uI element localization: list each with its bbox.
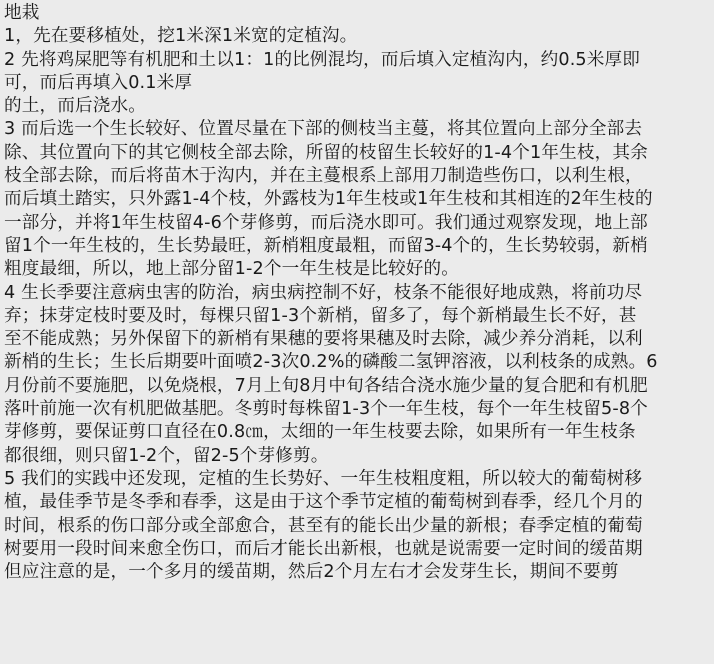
- text-line: 新梢的生长；生长后期要叶面喷2-3次0.2%的磷酸二氢钾溶液，以利枝条的成熟。6: [4, 352, 658, 373]
- text-line: 弃；抹芽定枝时要及时，每棵只留1-3个新梢，留多了，每个新梢最生长不好，甚: [4, 305, 637, 326]
- text-line: 芽修剪，要保证剪口直径在0.8㎝，太细的一年生枝要去除，如果所有一年生枝条: [4, 422, 636, 443]
- text-line: 粗度最细，所以，地上部分留1-2个一年生枝是比较好的。: [4, 259, 460, 280]
- text-line: 时间，根系的伤口部分或全部愈合，甚至有的能长出少量的新根；春季定植的葡萄: [4, 515, 643, 536]
- text-line: 除、其位置向下的其它侧枝全部去除，所留的枝留生长较好的1-4个1年生枝，其余: [4, 142, 648, 163]
- text-line: 的土，而后浇水。: [4, 96, 146, 117]
- text-line: 至不能成熟；另外保留下的新梢有果穗的要将果穗及时去除，减少养分消耗，以利: [4, 329, 643, 350]
- text-line: 而后填土踏实，只外露1-4个枝，外露枝为1年生枝或1年生枝和其相连的2年生枝的: [4, 189, 653, 210]
- text-line: 月份前不要施肥，以免烧根，7月上旬8月中旬各结合浇水施少量的复合肥和有机肥: [4, 375, 648, 396]
- text-line: 1，先在要移植处，挖1米深1米宽的定植沟。: [4, 26, 358, 47]
- text-line: 树要用一段时间来愈全伤口，而后才能长出新根，也就是说需要一定时间的缓苗期: [4, 538, 643, 559]
- text-line: 都很细，则只留1-2个，留2-5个芽修剪。: [4, 445, 329, 466]
- text-line: 4 生长季要注意病虫害的防治，病虫病控制不好，枝条不能很好地成熟，将前功尽: [4, 282, 643, 303]
- text-line: 3 而后选一个生长较好、位置尽量在下部的侧枝当主蔓，将其位置向上部分全部去: [4, 119, 643, 140]
- text-line: 可，而后再填入0.1米厚: [4, 72, 193, 93]
- text-line: 但应注意的是，一个多月的缓苗期，然后2个月左右才会发芽生长，期间不要剪: [4, 562, 619, 583]
- heading: 地栽: [4, 3, 40, 23]
- text-line: 2 先将鸡屎肥等有机肥和土以1：1的比例混均，而后填入定植沟内，约0.5米厚即: [4, 49, 641, 70]
- text-line: 植，最佳季节是冬季和春季，这是由于这个季节定植的葡萄树到春季，经几个月的: [4, 492, 643, 513]
- text-line: 留1个一年生枝的，生长势最旺，新梢粗度最粗，而留3-4个的，生长势较弱，新梢: [4, 235, 648, 256]
- text-line: 落叶前施一次有机肥做基肥。冬剪时每株留1-3个一年生枝，每个一年生枝留5-8个: [4, 399, 648, 420]
- text-line: 5 我们的实践中还发现，定植的生长势好、一年生枝粗度粗，所以较大的葡萄树移: [4, 468, 643, 489]
- text-line: 一部分，并将1年生枝留4-6个芽修剪，而后浇水即可。我们通过观察发现，地上部: [4, 212, 648, 233]
- text-line: 枝全部去除，而后将苗木于沟内，并在主蔓根系上部用刀制造些伤口，以利生根，: [4, 166, 643, 187]
